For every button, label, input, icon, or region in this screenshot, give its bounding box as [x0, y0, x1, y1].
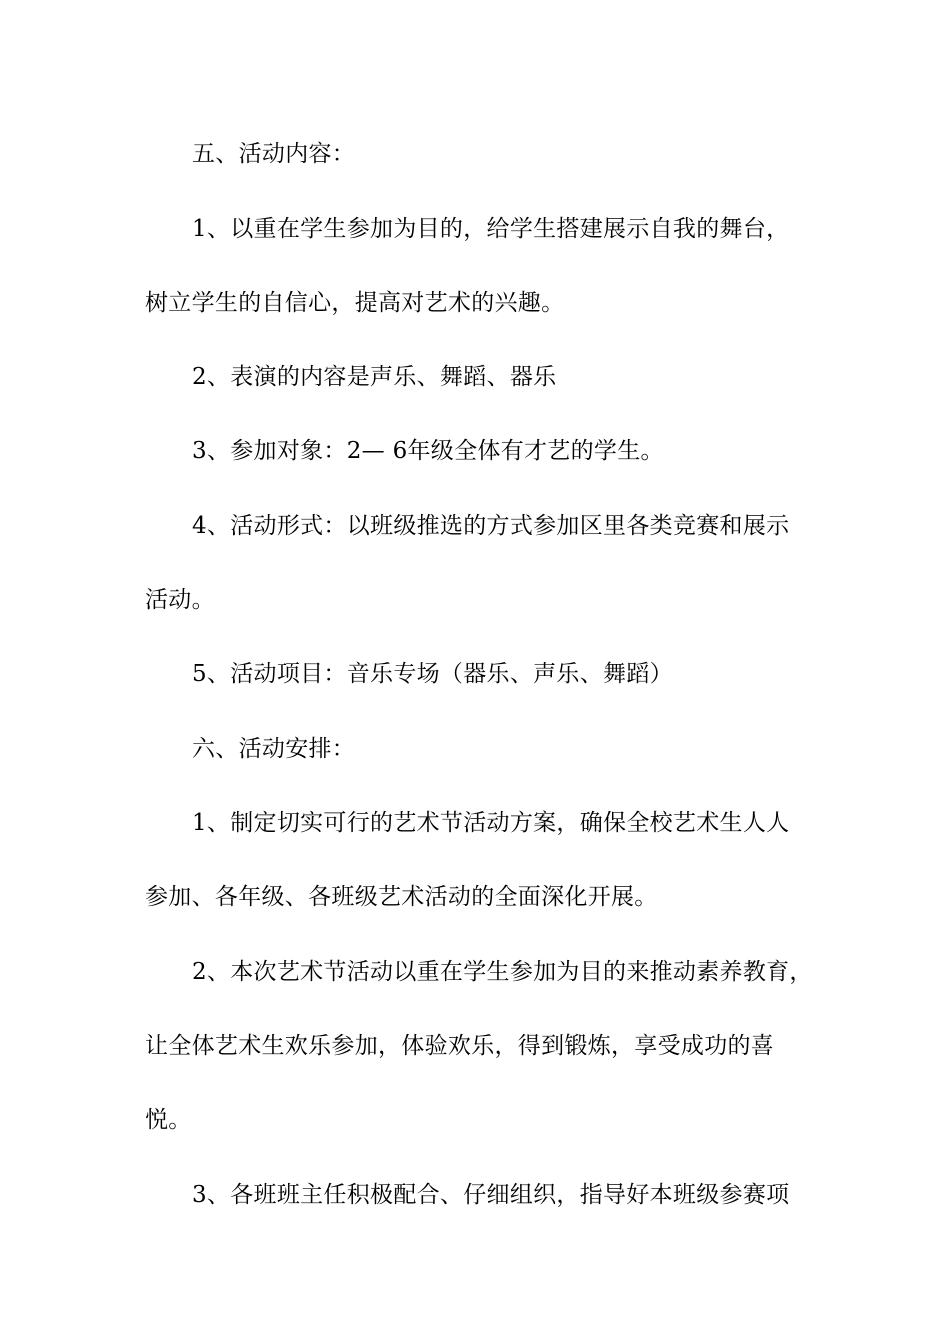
- paragraph-line: 2、本次艺术节活动以重在学生参加为目的来推动素养教育，: [192, 959, 813, 985]
- paragraph-line: 活动。: [145, 587, 215, 613]
- paragraph-line: 1、以重在学生参加为目的，给学生搭建展示自我的舞台，: [192, 216, 790, 242]
- paragraph-line: 3、参加对象：2— 6年级全体有才艺的学生。: [192, 438, 664, 464]
- paragraph-line: 悦。: [145, 1107, 192, 1133]
- section-heading-activity-arrangement: 六、活动安排：: [192, 736, 356, 762]
- section-heading-activity-content: 五、活动内容：: [192, 141, 356, 167]
- paragraph-line: 参加、各年级、各班级艺术活动的全面深化开展。: [145, 884, 658, 910]
- paragraph-line: 1、制定切实可行的艺术节活动方案，确保全校艺术生人人: [192, 810, 790, 836]
- paragraph-line: 3、各班班主任积极配合、仔细组织，指导好本班级参赛项: [192, 1182, 790, 1208]
- paragraph-line: 让全体艺术生欢乐参加，体验欢乐，得到锻炼，享受成功的喜: [145, 1033, 775, 1059]
- paragraph-line: 5、活动项目：音乐专场（器乐、声乐、舞蹈）: [192, 661, 673, 687]
- paragraph-line: 4、活动形式：以班级推选的方式参加区里各类竞赛和展示: [192, 513, 790, 539]
- paragraph-line: 树立学生的自信心，提高对艺术的兴趣。: [145, 290, 565, 316]
- paragraph-line: 2、表演的内容是声乐、舞蹈、器乐: [192, 364, 557, 390]
